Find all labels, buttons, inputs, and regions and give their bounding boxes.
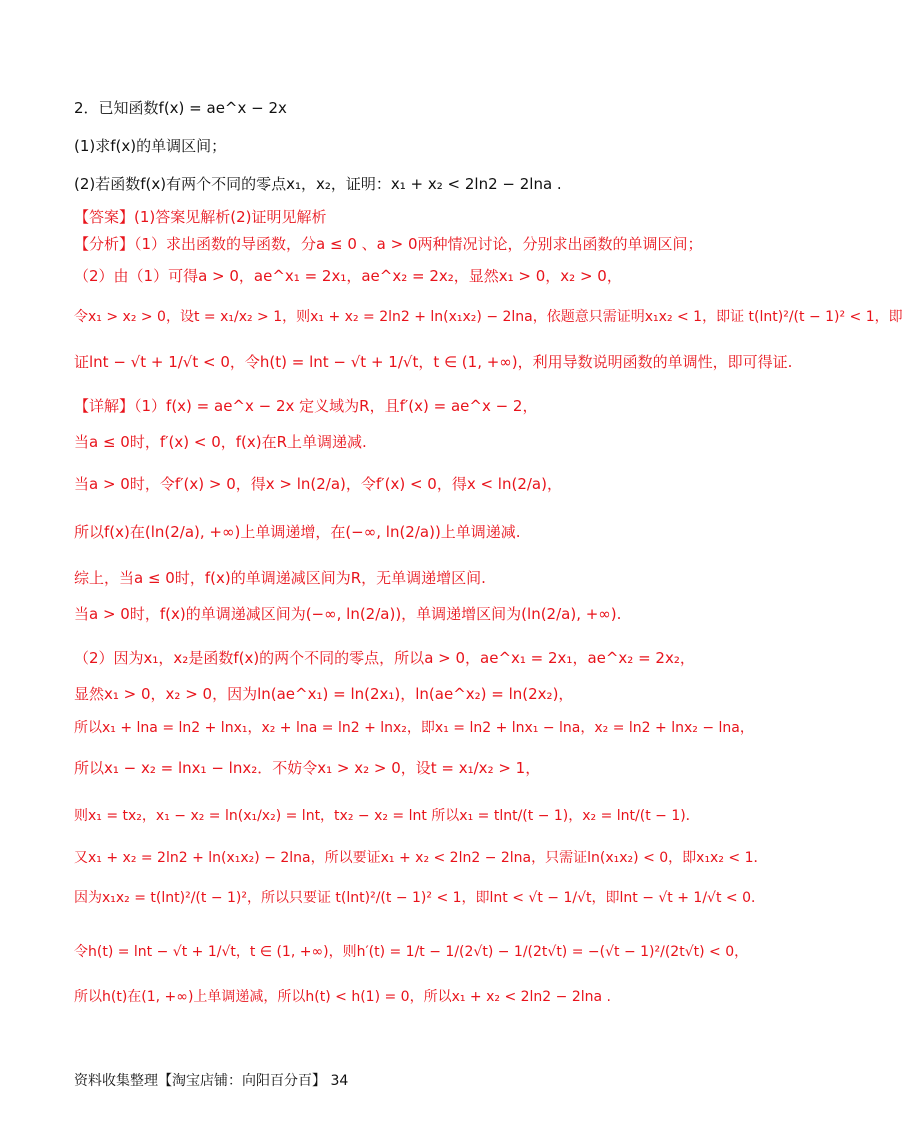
solution-line-5: 【详解】（1）f(x) = ae^x − 2x 定义域为R，且f′(x) = ae^x − 2， — [74, 397, 538, 415]
problem-question-1: (1)求f(x)的单调区间； — [74, 137, 227, 155]
solution-line-13: 所以x₁ + lna = ln2 + lnx₁，x₂ + lna = ln2 + lnx₂，即x₁ = ln2 + lnx₁ − lna，x₂ = ln2 + lnx₂ − lna， — [74, 720, 754, 736]
solution-line-16: 又x₁ + x₂ = 2ln2 + ln(x₁x₂) − 2lna，所以要证x₁ + x₂ < 2ln2 − 2lna，只需证ln(x₁x₂) < 0，即x₁x₂ < 1． — [74, 850, 768, 866]
page-footer: 资料收集整理【淘宝店铺：向阳百分百】 34 — [74, 1073, 349, 1089]
solution-line-14: 所以x₁ − x₂ = lnx₁ − lnx₂．不妨令x₁ > x₂ > 0，设t = x₁/x₂ > 1， — [74, 759, 541, 777]
solution-line-6: 当a ≤ 0时，f′(x) < 0，f(x)在R上单调递减. — [74, 433, 367, 451]
solution-line-11: （2）因为x₁，x₂是函数f(x)的两个不同的零点，所以a > 0，ae^x₁ = 2x₁，ae^x₂ = 2x₂， — [74, 649, 695, 667]
solution-line-10: 当a > 0时，f(x)的单调递减区间为(−∞, ln(2/a))，单调递增区间为(ln(2/a), +∞). — [74, 605, 622, 623]
problem-question-2: (2)若函数f(x)有两个不同的零点x₁，x₂，证明：x₁ + x₂ < 2ln2 − 2lna . — [74, 175, 562, 193]
solution-line-17: 因为x₁x₂ = t(lnt)²/(t − 1)²，所以只要证 t(lnt)²/(t − 1)² < 1，即lnt < √t − 1/√t，即lnt − √t + 1/√t < 0． — [74, 890, 765, 906]
solution-line-4: 证lnt − √t + 1/√t < 0，令h(t) = lnt − √t + 1/√t，t ∈ (1, +∞)，利用导数说明函数的单调性，即可得证. — [74, 353, 793, 371]
solution-line-7: 当a > 0时，令f′(x) > 0，得x > ln(2/a)，令f′(x) < 0，得x < ln(2/a)， — [74, 475, 562, 493]
solution-line-3: 令x₁ > x₂ > 0，设t = x₁/x₂ > 1，则x₁ + x₂ = 2ln2 + ln(x₁x₂) − 2lna，依题意只需证明x₁x₂ < 1，即证 t(lnt)²/(t − 1)² < 1，即 — [74, 309, 903, 325]
solution-line-9: 综上，当a ≤ 0时，f(x)的单调递减区间为R，无单调递增区间. — [74, 569, 486, 587]
solution-line-2: （2）由（1）可得a > 0，ae^x₁ = 2x₁，ae^x₂ = 2x₂，显然x₁ > 0，x₂ > 0， — [74, 267, 622, 285]
problem-title: 2．已知函数f(x) = ae^x − 2x — [74, 99, 287, 117]
solution-line-12: 显然x₁ > 0，x₂ > 0，因为ln(ae^x₁) = ln(2x₁)，ln(ae^x₂) = ln(2x₂)， — [74, 685, 574, 703]
solution-line-8: 所以f(x)在(ln(2/a), +∞)上单调递增，在(−∞, ln(2/a))上单调递减. — [74, 523, 521, 541]
solution-line-0: 【答案】(1)答案见解析(2)证明见解析 — [74, 208, 327, 226]
solution-line-19: 所以h(t)在(1, +∞)上单调递减，所以h(t) < h(1) = 0，所以x₁ + x₂ < 2ln2 − 2lna . — [74, 989, 611, 1005]
solution-line-15: 则x₁ = tx₂，x₁ − x₂ = ln(x₁/x₂) = lnt，tx₂ − x₂ = lnt 所以x₁ = tlnt/(t − 1)，x₂ = lnt/(t − 1)． — [74, 808, 700, 824]
solution-line-1: 【分析】（1）求出函数的导函数，分a ≤ 0 、a > 0两种情况讨论，分别求出函数的单调区间； — [74, 235, 703, 253]
solution-line-18: 令h(t) = lnt − √t + 1/√t，t ∈ (1, +∞)，则h′(t) = 1/t − 1/(2√t) − 1/(2t√t) = −(√t − 1)²/(2t√t) < 0， — [74, 944, 749, 960]
